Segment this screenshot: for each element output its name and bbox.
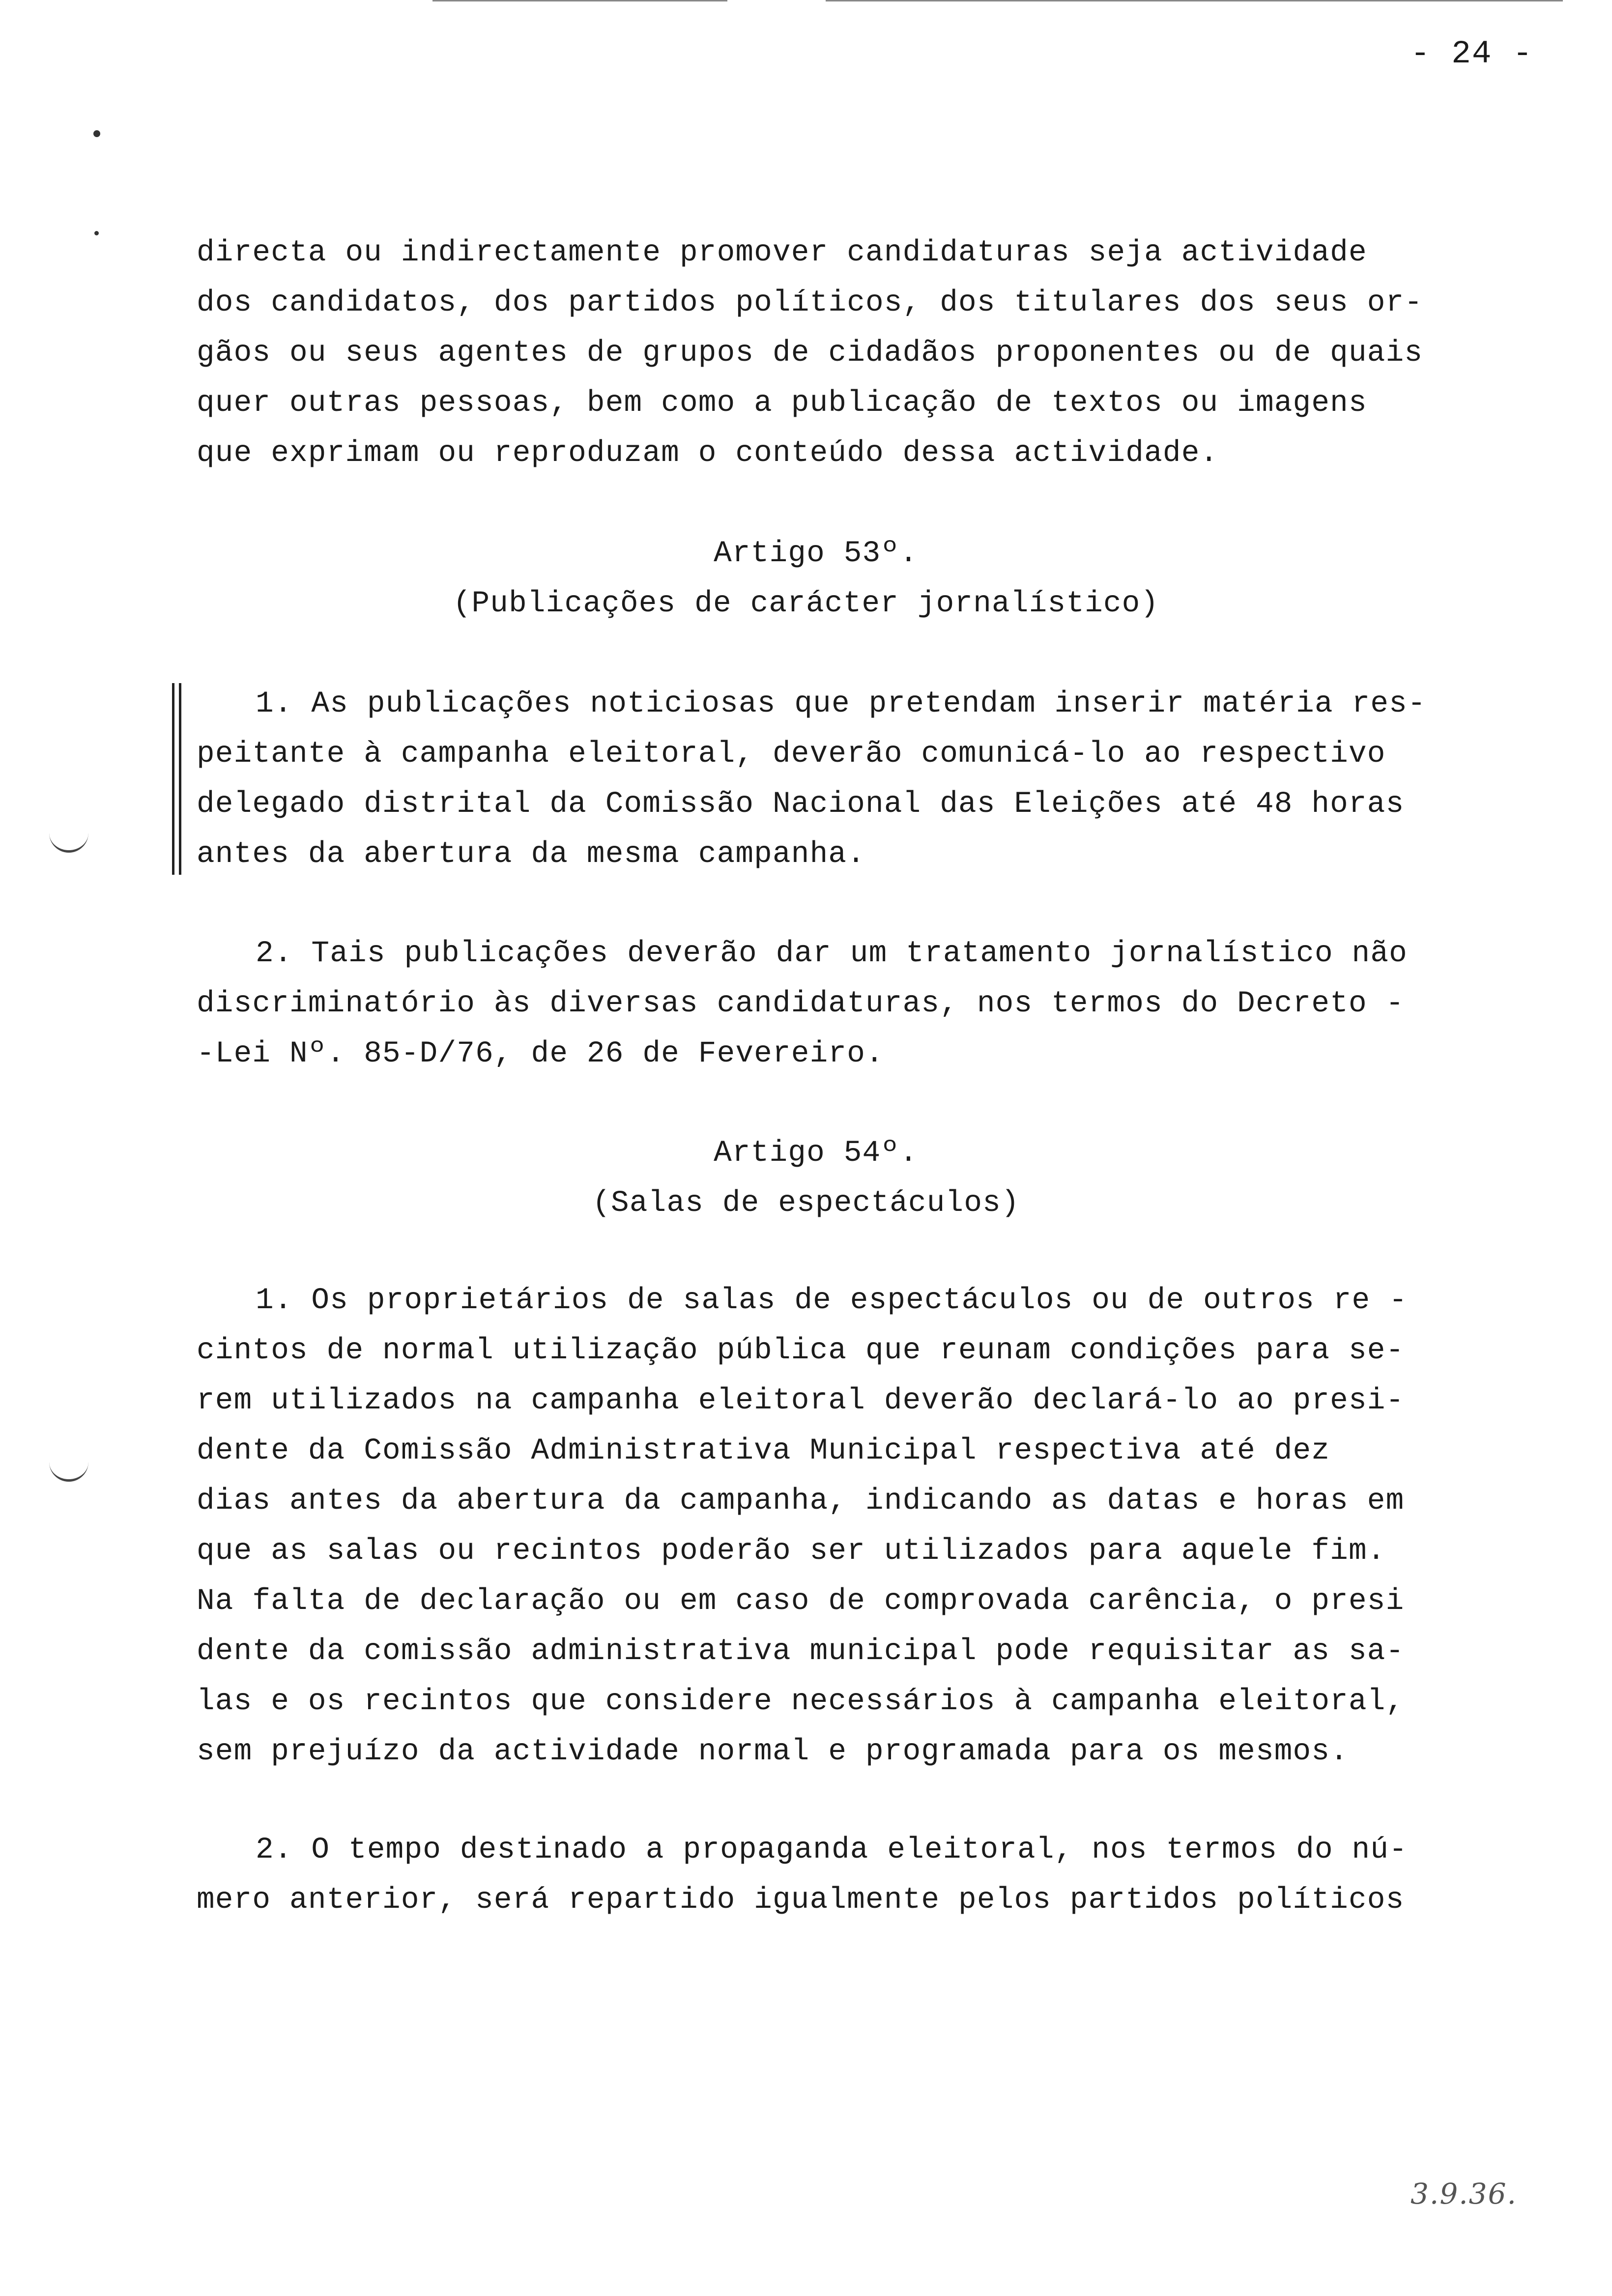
- paragraph-line: 2. Tais publicações deverão dar um tratamento jornalístico não: [256, 937, 1408, 971]
- paragraph-line: Na falta de declaração ou em caso de comprovada carência, o presi: [197, 1584, 1405, 1618]
- paragraph-line: las e os recintos que considere necessários à campanha eleitoral,: [197, 1685, 1405, 1719]
- punch-hole-mark: [49, 831, 88, 853]
- paragraph-line: sem prejuízo da actividade normal e programada para os mesmos.: [197, 1735, 1349, 1769]
- paragraph-line: dente da comissão administrativa municipal pode requisitar as sa-: [197, 1635, 1405, 1668]
- paragraph-line: discriminatório às diversas candidaturas, nos termos do Decreto -: [197, 987, 1405, 1021]
- intro-line: quer outras pessoas, bem como a publicação de textos ou imagens: [197, 386, 1367, 420]
- paragraph-line: 1. Os proprietários de salas de espectáculos ou de outros re -: [256, 1284, 1408, 1318]
- paragraph-line: peitante à campanha eleitoral, deverão comunicá-lo ao respectivo: [197, 737, 1386, 771]
- paragraph-line: -Lei Nº. 85-D/76, de 26 de Fevereiro.: [197, 1037, 884, 1071]
- paragraph-line: antes da abertura da mesma campanha.: [197, 837, 866, 871]
- margin-bar: [172, 683, 174, 875]
- footer-stamp: 3.9.36.: [1410, 2177, 1517, 2210]
- intro-line: gãos ou seus agentes de grupos de cidadãos proponentes ou de quais: [197, 336, 1423, 370]
- margin-bar: [179, 683, 181, 875]
- paragraph-line: dente da Comissão Administrativa Municipal respectiva até dez: [197, 1434, 1330, 1468]
- paragraph-line: que as salas ou recintos poderão ser utilizados para aquele fim.: [197, 1534, 1386, 1568]
- margin-mark: [94, 231, 99, 235]
- page-number: - 24 -: [1410, 35, 1533, 72]
- paragraph-line: cintos de normal utilização pública que reunam condições para se-: [197, 1334, 1405, 1368]
- intro-line: directa ou indirectamente promover candidaturas seja actividade: [197, 236, 1367, 270]
- paragraph-line: rem utilizados na campanha eleitoral deverão declará-lo ao presi-: [197, 1384, 1405, 1418]
- article-subtitle: (Salas de espectáculos): [592, 1186, 1020, 1220]
- paragraph-line: delegado distrital da Comissão Nacional das Eleições até 48 horas: [197, 787, 1405, 821]
- intro-line: dos candidatos, dos partidos políticos, dos titulares dos seus or-: [197, 286, 1423, 320]
- article-heading: Artigo 54º.: [714, 1136, 918, 1170]
- paragraph-line: 2. O tempo destinado a propaganda eleitoral, nos termos do nú-: [256, 1833, 1408, 1867]
- intro-line: que exprimam ou reproduzam o conteúdo dessa actividade.: [197, 436, 1219, 470]
- paragraph-line: 1. As publicações noticiosas que pretendam inserir matéria res-: [256, 687, 1426, 721]
- article-subtitle: (Publicações de carácter jornalístico): [453, 587, 1159, 621]
- article-heading: Artigo 53º.: [714, 537, 918, 571]
- paragraph-line: mero anterior, será repartido igualmente pelos partidos políticos: [197, 1883, 1405, 1917]
- punch-hole-mark: [49, 1460, 88, 1482]
- paragraph-line: dias antes da abertura da campanha, indicando as datas e horas em: [197, 1484, 1405, 1518]
- scan-edge-line: [826, 0, 1563, 1]
- scan-edge-line: [432, 0, 727, 1]
- margin-mark: [93, 130, 100, 137]
